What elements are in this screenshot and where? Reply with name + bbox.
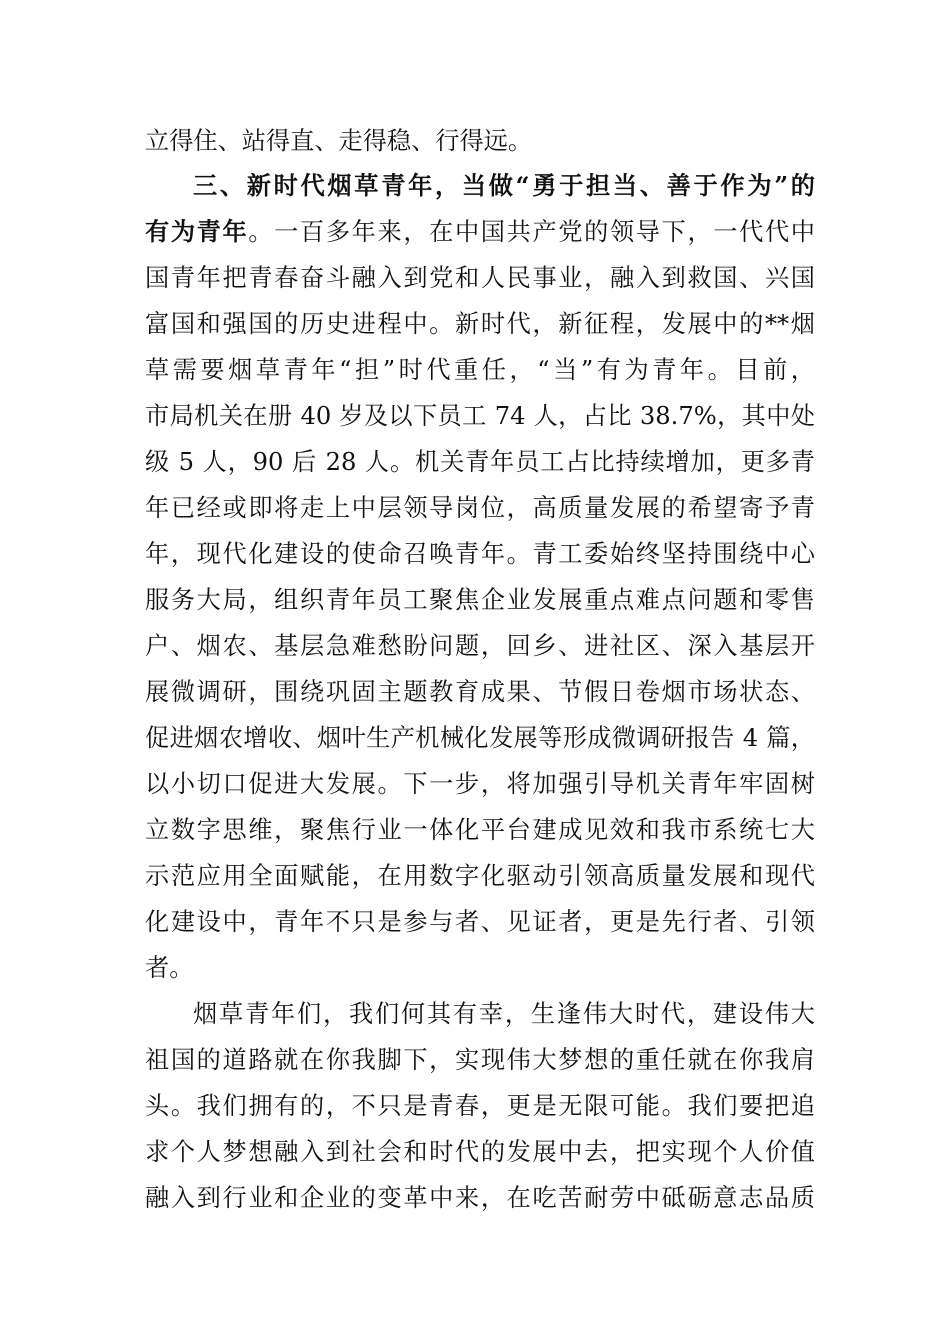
paragraph-start: 烟草青年们，我们何其有幸，生逢伟大时代，建设伟大 [193, 1000, 815, 1028]
text-line: 祖国的道路就在你我脚下，实现伟大梦想的重任就在你我肩 [145, 1046, 815, 1074]
text-line: 级 5 人，90 后 28 人。机关青年员工占比持续增加，更多青 [145, 448, 815, 476]
text-line: 年，现代化建设的使命召唤青年。青工委始终坚持围绕中心 [145, 540, 815, 568]
text-line: 草需要烟草青年“担”时代重任，“当”有为青年。目前， [145, 356, 815, 384]
text-line: 富国和强国的历史进程中。新时代，新征程，发展中的**烟 [145, 310, 815, 338]
text-line: 求个人梦想融入到社会和时代的发展中去，把实现个人价值 [145, 1138, 815, 1166]
text-line: 者。 [145, 954, 194, 982]
text-line: 化建设中，青年不只是参与者、见证者，更是先行者、引领 [145, 908, 815, 936]
text-line: 融入到行业和企业的变革中来，在吃苦耐劳中砥砺意志品质 [145, 1184, 815, 1212]
text-line: 促进烟农增收、烟叶生产机械化发展等形成微调研报告 4 篇， [145, 724, 815, 752]
text-line: 服务大局，组织青年员工聚焦企业发展重点难点问题和零售 [145, 586, 815, 614]
text-line: 展微调研，围绕巩固主题教育成果、节假日卷烟市场状态、 [145, 678, 815, 706]
text-line: 户、烟农、基层急难愁盼问题，回乡、进社区、深入基层开 [145, 632, 815, 660]
text-segment: 。一百多年来，在中国共产党的领导下，一代代中 [248, 218, 815, 246]
section-heading: 三、新时代烟草青年，当做“勇于担当、善于作为”的 [193, 171, 815, 200]
text-line: 以小切口促进大发展。下一步，将加强引导机关青年牢固树 [145, 770, 815, 798]
text-line: 立得住、站得直、走得稳、行得远。 [145, 127, 533, 155]
text-line: 示范应用全面赋能，在用数字化驱动引领高质量发展和现代 [145, 862, 815, 890]
text-line: 国青年把青春奋斗融入到党和人民事业，融入到救国、兴国 [145, 264, 815, 292]
text-line: 市局机关在册 40 岁及以下员工 74 人，占比 38.7%，其中处 [145, 402, 815, 430]
text-line [145, 209, 815, 255]
section-heading-end: 有为青年 [145, 217, 249, 246]
text-line: 立数字思维，聚焦行业一体化平台建成见效和我市系统七大 [145, 816, 815, 844]
text-line: 年已经或即将走上中层领导岗位，高质量发展的希望寄予青 [145, 494, 815, 522]
text-line: 头。我们拥有的，不只是青春，更是无限可能。我们要把追 [145, 1092, 815, 1120]
